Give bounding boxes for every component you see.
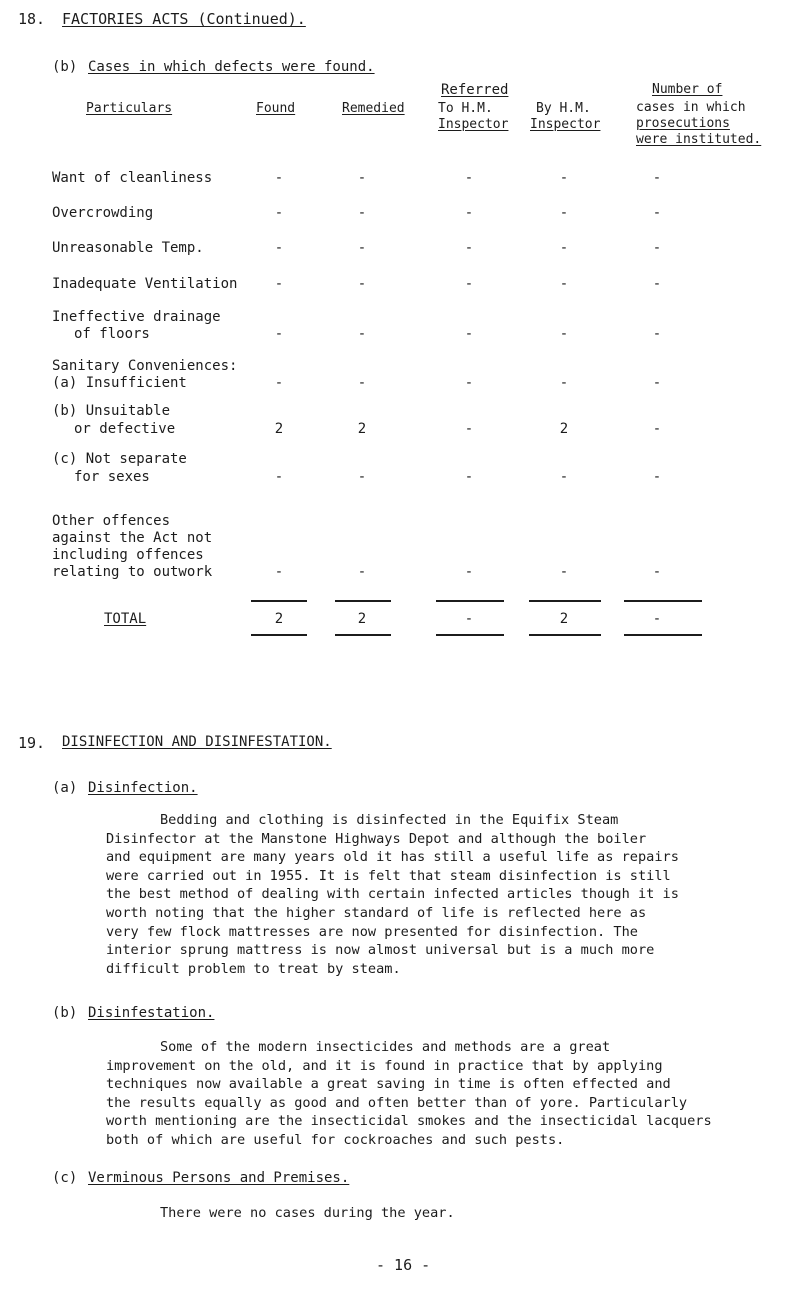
to-hm-cell: - xyxy=(464,564,474,580)
to-hm-cell: - xyxy=(464,170,474,186)
total-rule-found-bottom xyxy=(251,634,307,636)
total-rule-remedied xyxy=(335,600,391,602)
paragraph-line: Some of the modern insecticides and methods are a great xyxy=(160,1039,611,1055)
prosecutions-cell: - xyxy=(652,170,662,186)
total-found: 2 xyxy=(274,611,284,627)
total-label: TOTAL xyxy=(104,611,147,627)
prosecutions-header-line4: were instituted. xyxy=(636,132,762,147)
total-rule-to-hm xyxy=(436,600,504,602)
paragraph-line: both of which are useful for cockroaches and such pests. xyxy=(106,1131,565,1148)
row-label: including offences xyxy=(52,547,204,563)
row-label: (a) Insufficient xyxy=(52,375,187,391)
total-rule-by-hm xyxy=(529,600,601,602)
found-cell: - xyxy=(274,205,284,221)
row-label: Want of cleanliness xyxy=(52,170,213,186)
total-prosecutions: - xyxy=(652,611,662,627)
row-label: against the Act not xyxy=(52,530,213,546)
paragraph-line: very few flock mattresses are now presented for disinfection. The xyxy=(106,923,638,940)
paragraph-line: difficult problem to treat by steam. xyxy=(106,960,401,977)
by-hm-cell: - xyxy=(559,469,569,485)
paragraph-line: the best method of dealing with certain infected articles though it is xyxy=(106,886,679,903)
row-label: Overcrowding xyxy=(52,205,154,221)
remedied-cell: - xyxy=(357,205,367,221)
disinfestation-paragraph xyxy=(106,1038,796,1150)
prosecutions-cell: - xyxy=(652,469,662,485)
found-cell: - xyxy=(274,240,284,256)
row-label: of floors xyxy=(74,326,150,342)
by-hm-cell: - xyxy=(559,375,569,391)
paragraph-line: interior sprung mattress is now almost universal but is a much more xyxy=(106,942,655,959)
to-hm-cell: - xyxy=(464,469,474,485)
remedied-cell: - xyxy=(357,240,367,256)
total-rule-to-hm-bottom xyxy=(436,634,504,636)
paragraph-line: techniques now available a great saving in time is often effected and xyxy=(106,1076,671,1093)
to-hm-cell: - xyxy=(464,326,474,342)
by-hm-header-line1: By H.M. xyxy=(536,101,591,116)
subsection-a-marker: (a) xyxy=(52,780,78,796)
paragraph-line: improvement on the old, and it is found in practice that by applying xyxy=(106,1057,663,1074)
prosecutions-cell: - xyxy=(652,276,662,292)
prosecutions-cell: - xyxy=(652,240,662,256)
row-label: (b) Unsuitable xyxy=(52,403,171,419)
section-19-title: DISINFECTION AND DISINFESTATION. xyxy=(62,734,332,750)
remedied-cell: - xyxy=(357,170,367,186)
found-cell: - xyxy=(274,170,284,186)
row-label: Inadequate Ventilation xyxy=(52,276,238,292)
row-label: relating to outwork xyxy=(52,564,213,580)
total-rule-by-hm-bottom xyxy=(529,634,601,636)
to-hm-cell: - xyxy=(464,375,474,391)
paragraph-line: were carried out in 1955. It is felt that steam disinfection is still xyxy=(106,867,671,884)
subsection-b-marker: (b) xyxy=(52,59,78,75)
total-by-hm: 2 xyxy=(559,611,569,627)
remedied-cell: - xyxy=(357,469,367,485)
row-label: Unreasonable Temp. xyxy=(52,240,204,256)
to-hm-cell: - xyxy=(464,240,474,256)
paragraph-line: worth mentioning are the insecticidal smokes and the insecticidal lacquers xyxy=(106,1113,712,1130)
found-cell: - xyxy=(274,564,284,580)
total-rule-prosecutions-bottom xyxy=(624,634,702,636)
to-hm-header-line1: To H.M. xyxy=(438,101,493,116)
found-cell: - xyxy=(274,276,284,292)
to-hm-cell: - xyxy=(464,205,474,221)
prosecutions-cell: - xyxy=(652,564,662,580)
to-hm-header-line2: Inspector xyxy=(438,117,509,132)
by-hm-cell: - xyxy=(559,205,569,221)
referred-header: Referred xyxy=(441,82,509,98)
section-18-number: 18. xyxy=(18,10,46,28)
paragraph-line: worth noting that the higher standard of life is reflected here as xyxy=(106,904,647,921)
row-label: Ineffective drainage xyxy=(52,309,221,325)
by-hm-cell: - xyxy=(559,170,569,186)
prosecutions-cell: - xyxy=(652,326,662,342)
disinfection-paragraph xyxy=(106,811,796,978)
section-19-number: 19. xyxy=(18,734,46,752)
paragraph-line: Bedding and clothing is disinfected in the Equifix Steam xyxy=(160,812,619,828)
paragraph-line: and equipment are many years old it has still a useful life as repairs xyxy=(106,849,679,866)
remedied-header: Remedied xyxy=(342,101,405,116)
found-cell: 2 xyxy=(274,421,284,437)
total-rule-prosecutions xyxy=(624,600,702,602)
paragraph-line: the results equally as good and often better than of yore. Particularly xyxy=(106,1094,688,1111)
total-remedied: 2 xyxy=(357,611,367,627)
particulars-header: Particulars xyxy=(86,101,173,116)
subsection-c-title: Verminous Persons and Premises. xyxy=(88,1170,350,1186)
by-hm-cell: - xyxy=(559,240,569,256)
paragraph-line: Disinfector at the Manstone Highways Depot and although the boiler xyxy=(106,830,647,847)
row-label: (c) Not separate xyxy=(52,451,187,467)
subsection-b2-title: Disinfestation. xyxy=(88,1005,215,1021)
subsection-a-title: Disinfection. xyxy=(88,780,198,796)
by-hm-cell: - xyxy=(559,276,569,292)
prosecutions-header-line1: Number of xyxy=(652,82,723,97)
by-hm-cell: - xyxy=(559,564,569,580)
page-number: - 16 - xyxy=(376,1256,431,1274)
total-rule-remedied-bottom xyxy=(335,634,391,636)
to-hm-cell: - xyxy=(464,276,474,292)
section-18-title: FACTORIES ACTS (Continued). xyxy=(62,10,306,28)
by-hm-cell: 2 xyxy=(559,421,569,437)
prosecutions-cell: - xyxy=(652,421,662,437)
remedied-cell: - xyxy=(357,326,367,342)
remedied-cell: - xyxy=(357,564,367,580)
total-rule-found xyxy=(251,600,307,602)
verminous-text: There were no cases during the year. xyxy=(160,1205,455,1221)
subsection-b-title: Cases in which defects were found. xyxy=(88,59,375,75)
prosecutions-cell: - xyxy=(652,375,662,391)
found-header: Found xyxy=(256,101,296,116)
prosecutions-cell: - xyxy=(652,205,662,221)
subsection-c-marker: (c) xyxy=(52,1170,78,1186)
found-cell: - xyxy=(274,469,284,485)
by-hm-cell: - xyxy=(559,326,569,342)
remedied-cell: - xyxy=(357,276,367,292)
remedied-cell: 2 xyxy=(357,421,367,437)
remedied-cell: - xyxy=(357,375,367,391)
total-to-hm: - xyxy=(464,611,474,627)
subsection-b2-marker: (b) xyxy=(52,1005,78,1021)
by-hm-header-line2: Inspector xyxy=(530,117,601,132)
found-cell: - xyxy=(274,326,284,342)
row-label: Other offences xyxy=(52,513,171,529)
prosecutions-header-line3: prosecutions xyxy=(636,116,730,131)
found-cell: - xyxy=(274,375,284,391)
sanitary-group-label: Sanitary Conveniences: xyxy=(52,358,238,374)
prosecutions-header-line2: cases in which xyxy=(636,100,746,115)
row-label: for sexes xyxy=(74,469,150,485)
row-label: or defective xyxy=(74,421,176,437)
to-hm-cell: - xyxy=(464,421,474,437)
